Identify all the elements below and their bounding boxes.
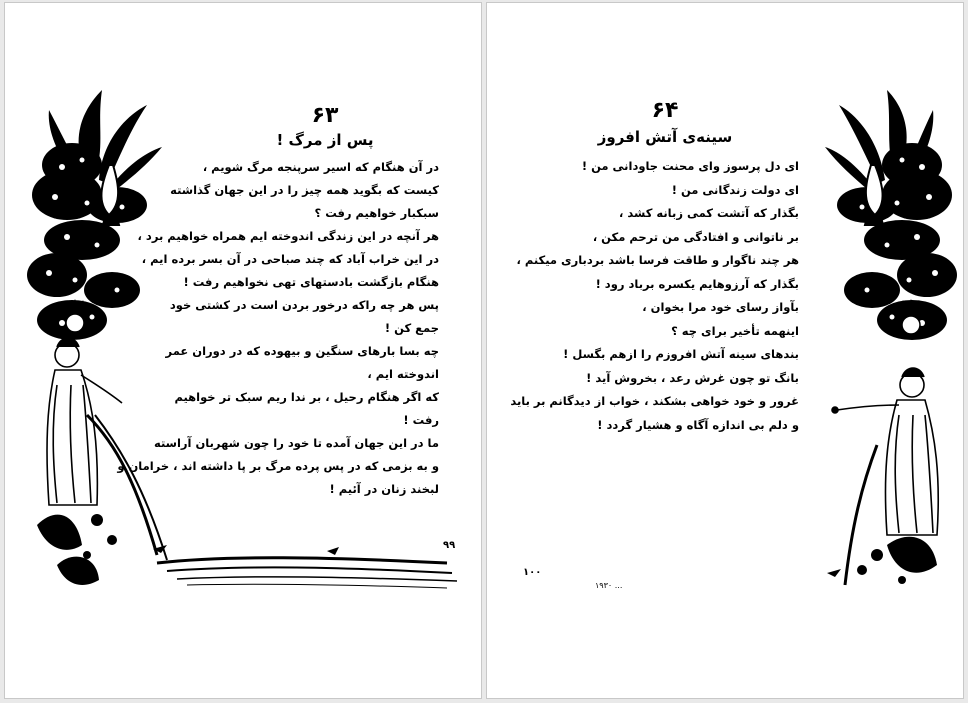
footer-printer-mark: ۱۹۳۰ ... [595, 581, 623, 590]
poem-line: هنگام بازگشت بادستهای تهی نخواهیم رفت ! [183, 275, 439, 289]
poem-line: و دلم بی اندازه آگاه و هشیار گردد ! [597, 417, 799, 432]
page-number: ۱۰۰ [523, 567, 542, 578]
poem-line: غرور و خود خواهی بشکند ، خواب از دیدگانم بر باید [510, 394, 799, 408]
page-number: ۹۹ [443, 540, 456, 551]
poem-title: پس از مرگ ! [276, 131, 374, 149]
poem-line: کیست که بگوید همه چیز را در این جهان گذاشته [170, 183, 439, 197]
poem-line: ای دل پرسوز وای محنت جاودانی من ! [581, 159, 799, 173]
poem-line: بآواز رسای خود مرا بخوان ، [642, 300, 799, 314]
poem-line: که اگر هنگام رحیل ، بر ندا ریم سبک تر خواهیم [174, 390, 439, 404]
poem-line: اندوخته ایم ، [367, 367, 439, 381]
poem-lines [509, 155, 799, 437]
poem-line: ما در این جهان آمده تا خود را چون شهربان آراسته [153, 436, 439, 450]
bottom-foliage [37, 514, 117, 585]
poem-number: ۶۳ [311, 103, 339, 128]
poem-line: چه بسا بارهای سنگین و بیهوده که در دوران عمر [165, 344, 439, 358]
right-page [486, 2, 964, 699]
poem-line: هر چند ناگوار و طاقت فرسا باشد بردباری میکنم ، [516, 253, 799, 267]
small-birds [153, 545, 339, 555]
poem-line: ای دولت زندگانی من ! [671, 182, 799, 197]
poem-line: در این خراب آباد که چند صباحی در آن بسر برده ایم ، [141, 252, 439, 266]
poem-line: در آن هنگام که اسیر سرپنجه مرگ شویم ، [202, 160, 439, 174]
poem-line: بگذار که آتشت کمی زبانه کشد ، [618, 206, 799, 220]
poem-number: ۶۴ [651, 98, 679, 123]
poem-line: بندهای سینه آتش افروزم را ازهم بگسل ! [563, 347, 799, 361]
poem-line: و به بزمی که در پس پرده مرگ بر پا داشته اند ، خرامان و [117, 459, 439, 473]
poem-line: اینهمه تأخیر برای چه ؟ [671, 323, 799, 338]
poem-line: جمع کن ! [384, 321, 439, 335]
poem-line: پس هر چه راکه درخور بردن است در کشتی خود [169, 298, 439, 312]
poem-line: لبخند زنان در آئیم ! [329, 482, 439, 496]
poem-line: بگذار که آرزوهایم یکسره برباد رود ! [595, 276, 799, 291]
poem-lines [117, 156, 439, 501]
poem-line: رفت ! [403, 413, 439, 427]
poem-line: بر ناتوانی و افتادگی من ترحم مکن ، [592, 229, 799, 244]
poem-line: بانگ تو چون غرش رعد ، بخروش آید ! [586, 370, 799, 385]
ground-strokes [157, 558, 457, 588]
poem-line: هر آنچه در این زندگی اندوخته ایم همراه خواهیم برد ، [137, 229, 439, 243]
poem-title: سینه‌ی آتش افروز [597, 128, 733, 146]
right-page-illustration [817, 85, 957, 595]
bottom-foliage [827, 537, 937, 584]
left-page [4, 2, 482, 699]
poem-line: سبکبار خواهیم رفت ؟ [314, 206, 439, 220]
